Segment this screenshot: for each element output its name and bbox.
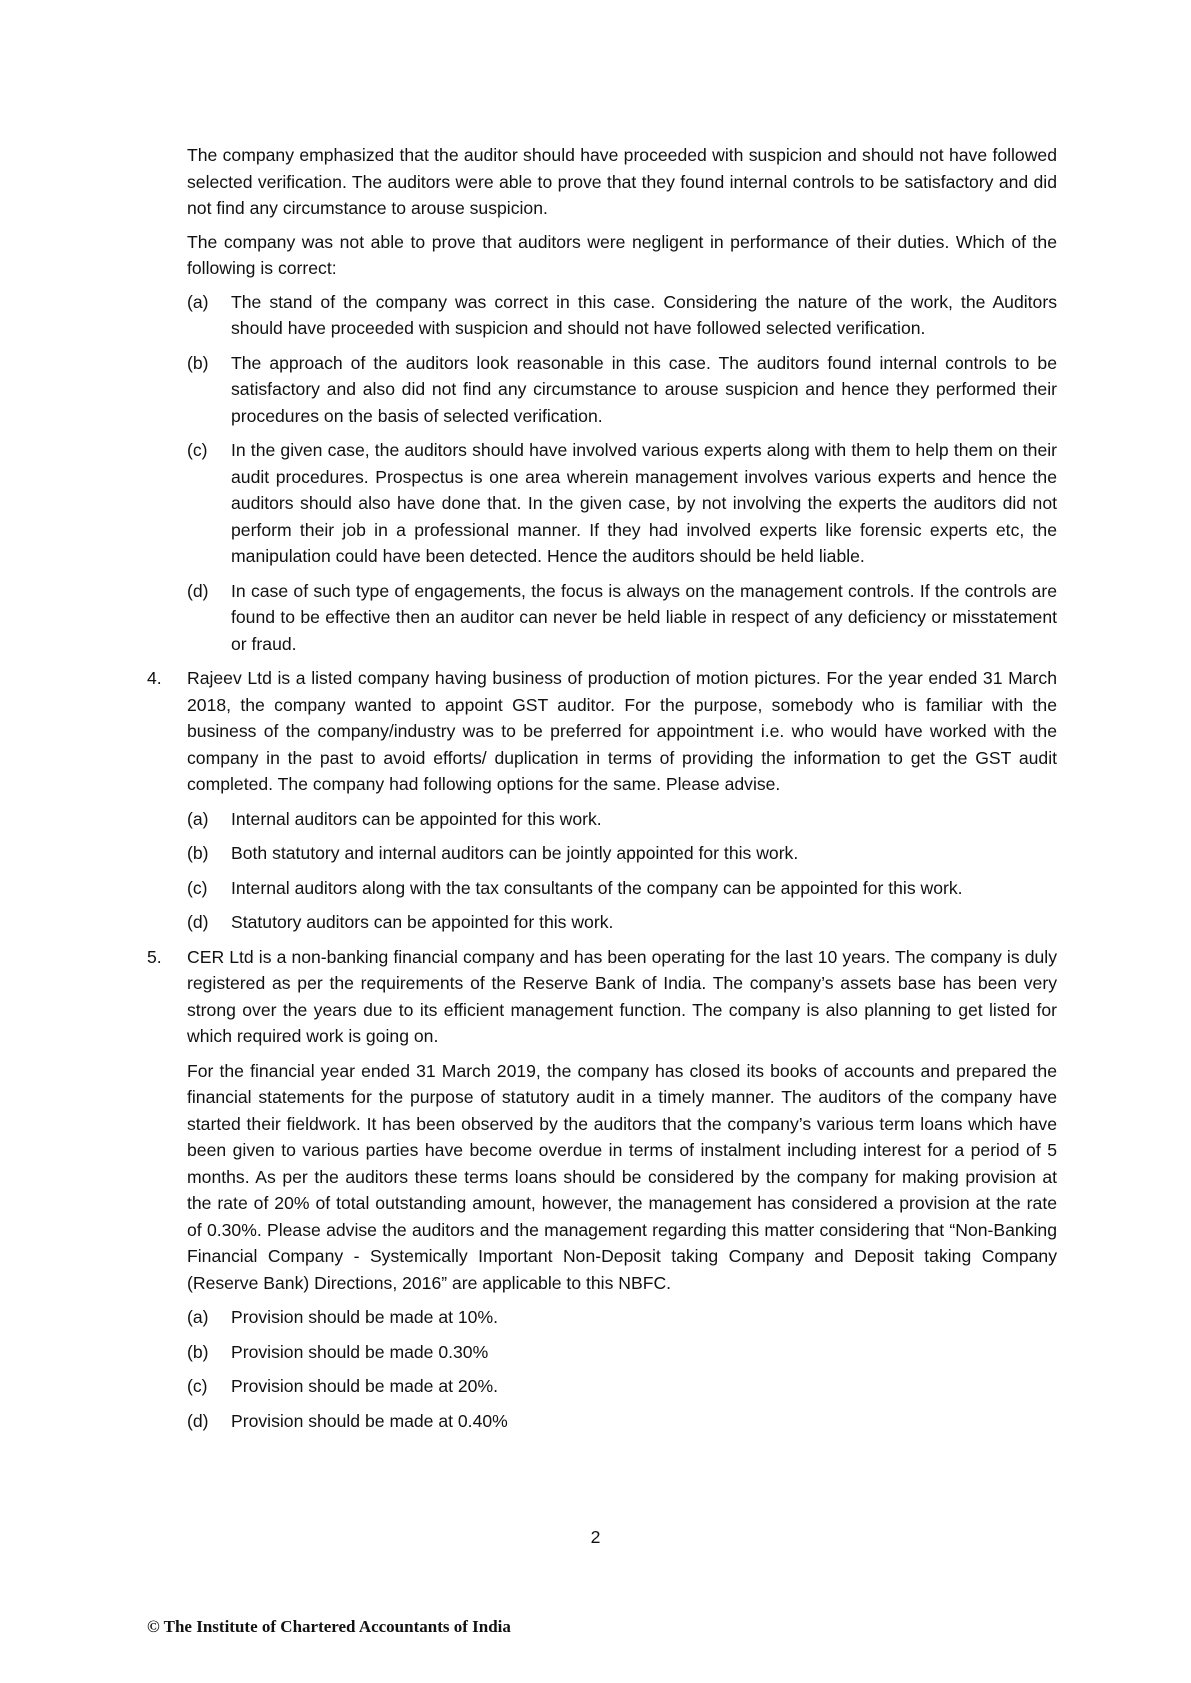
option-label: (c): [187, 440, 208, 460]
option-text: Provision should be made at 10%.: [231, 1307, 498, 1327]
option-label: (c): [187, 1376, 208, 1396]
option-text: In case of such type of engagements, the focus is always on the management controls. If the controls are found to be effective then an auditor can never be held liable in respect of any deficiency or misstatement or fraud.: [231, 580, 1057, 654]
option-text: Provision should be made at 0.40%: [231, 1410, 508, 1431]
question-number: 5.: [147, 946, 162, 967]
q5-option-a: [187, 1304, 1057, 1331]
option-label: (b): [187, 352, 209, 373]
option-label: (b): [187, 1341, 209, 1362]
option-text: Provision should be made 0.30%: [231, 1341, 489, 1362]
question-text: Rajeev Ltd is a listed company having business of production of motion pictures. For the year ended 31 March 2018, the company wanted to appoint GST auditor. For the purpose, somebody who is familiar with the business of the company/industry was to be preferred for appointment i.e. who would have worked with the company in the past to avoid efforts/ duplication in terms of providing the information to get the GST audit completed. The company had following options for the same. Please advise.: [187, 668, 1057, 794]
page-content: [147, 142, 1057, 1442]
option-label: (b): [187, 843, 209, 863]
q5-option-c: [187, 1373, 1057, 1400]
page-number: 2: [590, 1527, 601, 1547]
option-text: The stand of the company was correct in this case. Considering the nature of the work, the Auditors should have proceeded with suspicion and should not have followed selected verification.: [231, 291, 1057, 338]
option-text: The approach of the auditors look reasonable in this case. The auditors found internal controls to be satisfactory and also did not find any circumstance to arouse suspicion and hence they performed their procedures on the basis of selected verification.: [231, 352, 1057, 426]
intro-paragraph-2: The company was not able to prove that auditors were negligent in performance of their duties. Which of the following is correct:: [187, 231, 1057, 278]
intro-option-c: [187, 437, 1057, 570]
option-label: (a): [187, 808, 209, 829]
q4-option-d: [187, 909, 1057, 936]
intro-paragraph-1: The company emphasized that the auditor should have proceeded with suspicion and should not have followed selected verification. The auditors were able to prove that they found internal controls to be satisfactory and did not find any circumstance to arouse suspicion.: [187, 145, 1057, 218]
option-text: In the given case, the auditors should have involved various experts along with them to help them on their audit procedures. Prospectus is one area wherein management involves various experts and hence the auditors should also have done that. In the given case, by not involving the experts the auditors did not perform their job in a professional manner. If they had involved experts like forensic experts etc, the manipulation could have been detected. Hence the auditors should be held liable.: [231, 440, 1057, 566]
question-number: 4.: [147, 668, 162, 688]
q5-option-b: [187, 1339, 1057, 1366]
question-text-continued: For the financial year ended 31 March 2019, the company has closed its books of accounts and prepared the financial statements for the purpose of statutory audit in a timely manner. The auditors of the company have started their fieldwork. It has been observed by the auditors that the company’s various term loans which have been given to various parties have become overdue in terms of instalment including interest for a period of 5 months. As per the auditors these terms loans should be considered by the company for making provision at the rate of 20% of total outstanding amount, however, the management has considered a provision at the rate of 0.30%. Please advise the auditors and the management regarding this matter considering that “Non-Banking Financial Company - Systemically Important Non-Deposit taking Company and Deposit taking Company (Reserve Bank) Directions, 2016” are applicable to this NBFC.: [187, 1060, 1057, 1293]
option-text: Both statutory and internal auditors can be jointly appointed for this work.: [231, 843, 799, 863]
option-text: Internal auditors can be appointed for this work.: [231, 808, 602, 829]
q4-option-a: [187, 806, 1057, 833]
question-4: [147, 665, 1057, 936]
option-label: (c): [187, 877, 208, 898]
option-text: Internal auditors along with the tax consultants of the company can be appointed for this work.: [231, 877, 963, 898]
intro-option-d: [187, 578, 1057, 658]
q5-option-d: [187, 1408, 1057, 1435]
footer-copyright: © The Institute of Chartered Accountants of India: [147, 1617, 511, 1636]
option-text: Statutory auditors can be appointed for this work.: [231, 912, 614, 932]
intro-option-a: [187, 289, 1057, 342]
option-label: (a): [187, 1307, 209, 1327]
q4-option-b: [187, 840, 1057, 867]
option-label: (d): [187, 580, 209, 601]
option-label: (a): [187, 291, 209, 312]
q4-option-c: [187, 875, 1057, 902]
intro-option-b: [187, 350, 1057, 430]
question-5: [147, 944, 1057, 1435]
option-label: (d): [187, 912, 209, 932]
option-label: (d): [187, 1410, 209, 1431]
option-text: Provision should be made at 20%.: [231, 1376, 498, 1396]
question-text: CER Ltd is a non-banking financial company and has been operating for the last 10 years. The company is duly registered as per the requirements of the Reserve Bank of India. The company’s assets base has been very strong over the years due to its efficient management function. The company is also planning to get listed for which required work is going on.: [187, 946, 1057, 1046]
